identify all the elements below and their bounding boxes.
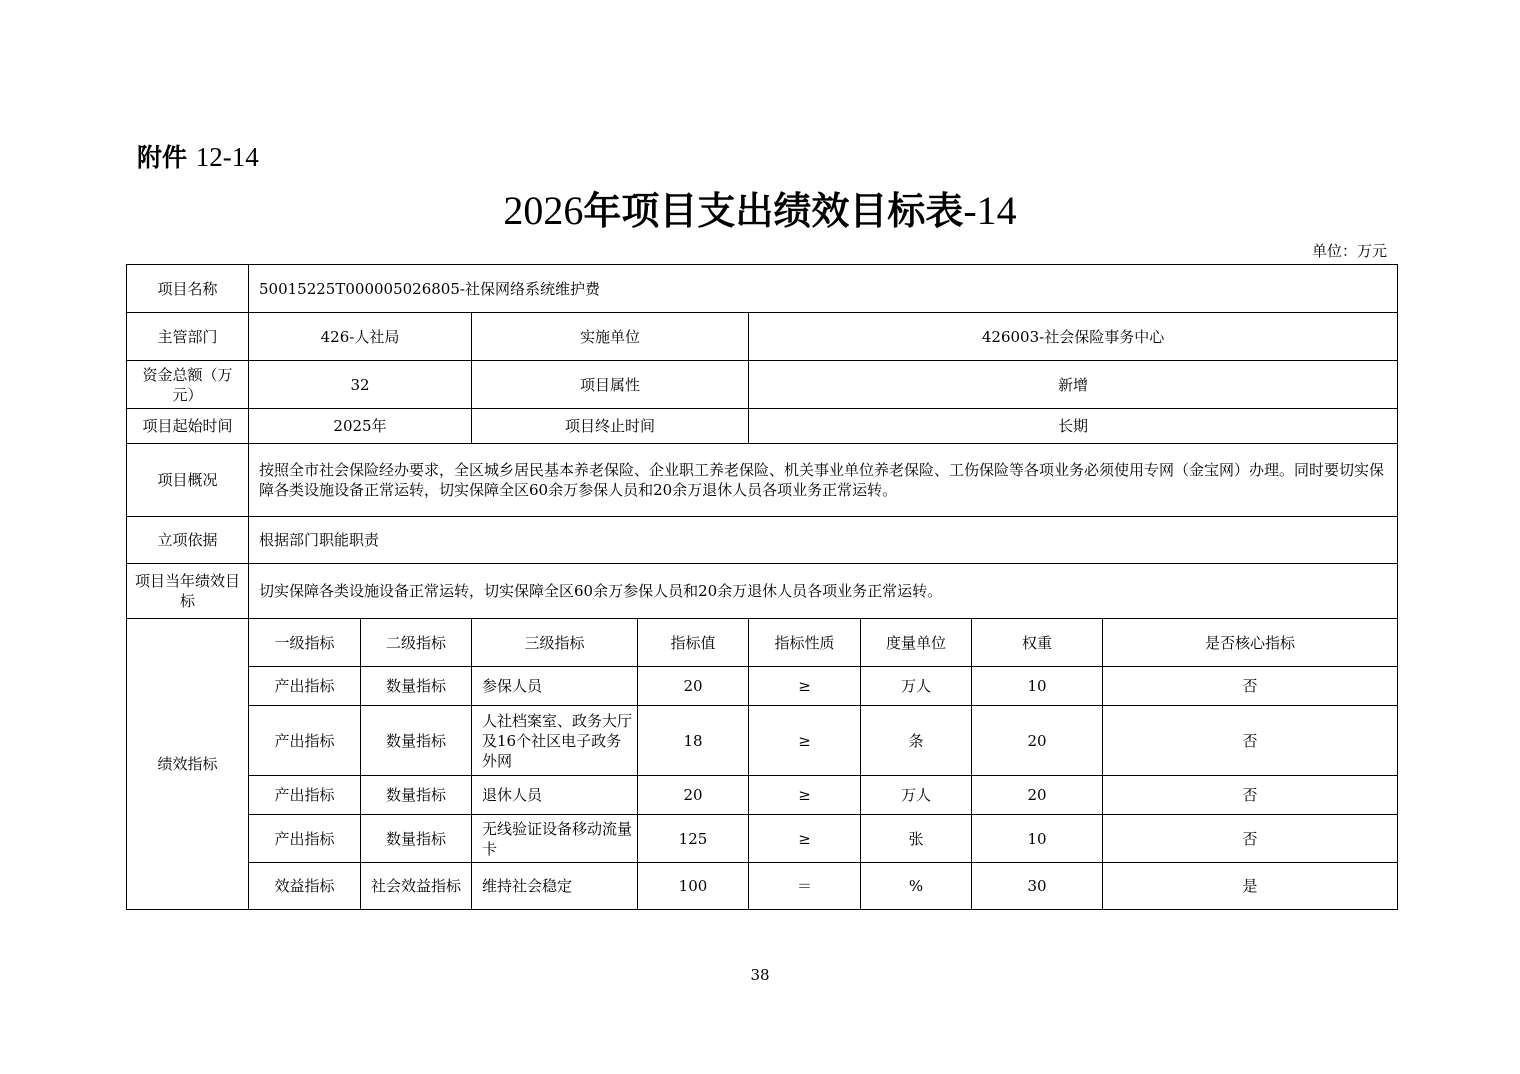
level2-cell: 数量指标 <box>361 667 472 706</box>
basis-label: 立项依据 <box>127 517 249 564</box>
basis-value: 根据部门职能职责 <box>249 517 1398 564</box>
fund-label: 资金总额（万元） <box>127 361 249 409</box>
start-label: 项目起始时间 <box>127 409 249 444</box>
level2-cell: 数量指标 <box>361 815 472 863</box>
header-level1: 一级指标 <box>249 619 361 667</box>
core-cell: 否 <box>1103 667 1398 706</box>
nature-cell: ≥ <box>749 706 861 776</box>
row-period <box>127 409 1398 444</box>
nature-cell: ＝ <box>749 863 861 910</box>
start-value: 2025年 <box>249 409 472 444</box>
dept-value: 426-人社局 <box>249 313 472 361</box>
unit-cell: 万人 <box>861 667 972 706</box>
unit-cell: 张 <box>861 815 972 863</box>
goal-value: 切实保障各类设施设备正常运转，切实保障全区60余万参保人员和20余万退休人员各项业务正常运转。 <box>249 564 1398 619</box>
core-cell: 否 <box>1103 706 1398 776</box>
level1-cell: 效益指标 <box>249 863 361 910</box>
unit-label: 单位：万元 <box>1311 242 1387 260</box>
dept-label: 主管部门 <box>127 313 249 361</box>
weight-cell: 10 <box>972 667 1103 706</box>
row-overview <box>127 444 1398 517</box>
level1-cell: 产出指标 <box>249 815 361 863</box>
row-department <box>127 313 1398 361</box>
level2-cell: 数量指标 <box>361 706 472 776</box>
unit-cell: 万人 <box>861 776 972 815</box>
table-row <box>127 706 1398 776</box>
title-year: 2026 <box>503 188 584 233</box>
row-goal <box>127 564 1398 619</box>
level1-cell: 产出指标 <box>249 706 361 776</box>
attr-label: 项目属性 <box>472 361 749 409</box>
attachment-label <box>137 138 259 174</box>
table-row <box>127 667 1398 706</box>
row-fund <box>127 361 1398 409</box>
header-value: 指标值 <box>638 619 749 667</box>
level3-cell: 退休人员 <box>472 776 638 815</box>
row-basis <box>127 517 1398 564</box>
level1-cell: 产出指标 <box>249 667 361 706</box>
weight-cell: 30 <box>972 863 1103 910</box>
level1-cell: 产出指标 <box>249 776 361 815</box>
weight-cell: 10 <box>972 815 1103 863</box>
impl-label: 实施单位 <box>472 313 749 361</box>
nature-cell: ≥ <box>749 776 861 815</box>
attachment-prefix: 附件 <box>137 143 188 172</box>
nature-cell: ≥ <box>749 815 861 863</box>
value-cell: 125 <box>638 815 749 863</box>
row-project-name <box>127 265 1398 313</box>
table-row <box>127 776 1398 815</box>
end-value: 长期 <box>749 409 1398 444</box>
header-nature: 指标性质 <box>749 619 861 667</box>
performance-table <box>126 264 1398 910</box>
end-label: 项目终止时间 <box>472 409 749 444</box>
weight-cell: 20 <box>972 706 1103 776</box>
page-number: 38 <box>750 966 770 984</box>
value-cell: 20 <box>638 667 749 706</box>
fund-value: 32 <box>249 361 472 409</box>
level2-cell: 数量指标 <box>361 776 472 815</box>
header-level2: 二级指标 <box>361 619 472 667</box>
project-name-label: 项目名称 <box>127 265 249 313</box>
indicators-section-label: 绩效指标 <box>127 619 249 910</box>
goal-label: 项目当年绩效目标 <box>127 564 249 619</box>
attachment-number: 12-14 <box>195 142 259 172</box>
attr-value: 新增 <box>749 361 1398 409</box>
impl-value: 426003-社会保险事务中心 <box>749 313 1398 361</box>
overview-value: 按照全市社会保险经办要求，全区城乡居民基本养老保险、企业职工养老保险、机关事业单位养老保险、工伤保险等各项业务必须使用专网（金宝网）办理。同时要切实保障各类设施设备正常运转，切实保障全区60余万参保人员和20余万退休人员各项业务正常运转。 <box>249 444 1398 517</box>
level3-cell: 参保人员 <box>472 667 638 706</box>
core-cell: 否 <box>1103 815 1398 863</box>
value-cell: 18 <box>638 706 749 776</box>
level2-cell: 社会效益指标 <box>361 863 472 910</box>
unit-cell: % <box>861 863 972 910</box>
core-cell: 是 <box>1103 863 1398 910</box>
core-cell: 否 <box>1103 776 1398 815</box>
level3-cell: 无线验证设备移动流量卡 <box>472 815 638 863</box>
table-row <box>127 863 1398 910</box>
unit-cell: 条 <box>861 706 972 776</box>
indicator-header-row <box>127 619 1398 667</box>
level3-cell: 维持社会稳定 <box>472 863 638 910</box>
title-suffix: -14 <box>963 188 1017 233</box>
title-text: 年项目支出绩效目标表 <box>583 189 964 233</box>
header-level3: 三级指标 <box>472 619 638 667</box>
value-cell: 100 <box>638 863 749 910</box>
header-core: 是否核心指标 <box>1103 619 1398 667</box>
project-name-value: 50015225T000005026805-社保网络系统维护费 <box>249 265 1398 313</box>
value-cell: 20 <box>638 776 749 815</box>
page-title <box>0 180 1520 235</box>
weight-cell: 20 <box>972 776 1103 815</box>
level3-cell: 人社档案室、政务大厅及16个社区电子政务外网 <box>472 706 638 776</box>
header-unit: 度量单位 <box>861 619 972 667</box>
nature-cell: ≥ <box>749 667 861 706</box>
table-row <box>127 815 1398 863</box>
overview-label: 项目概况 <box>127 444 249 517</box>
header-weight: 权重 <box>972 619 1103 667</box>
